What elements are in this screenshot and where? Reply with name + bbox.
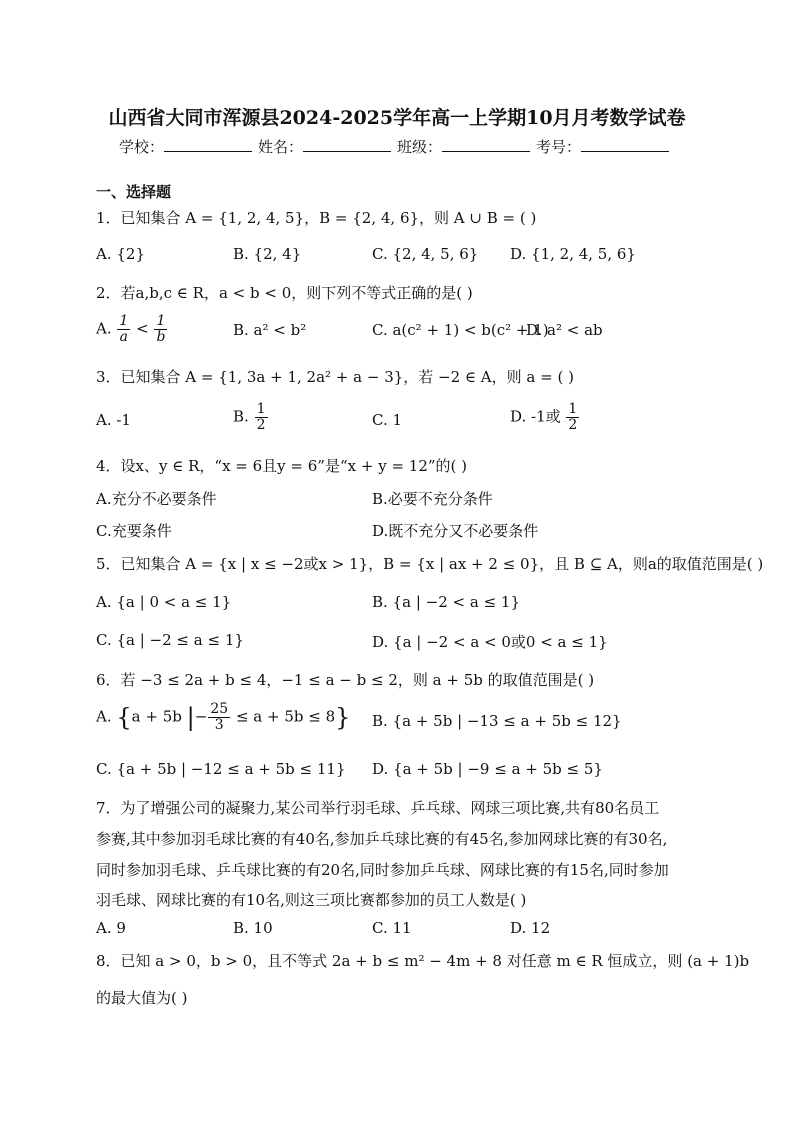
q6-option-d[interactable]: D. {a + 5b | −9 ≤ a + 5b ≤ 5}	[372, 760, 603, 778]
denominator: 3	[214, 717, 224, 733]
q5-option-d[interactable]: D. {a | −2 < a < 0或0 < a ≤ 1}	[372, 633, 608, 651]
q3-option-a[interactable]: A. -1	[96, 411, 131, 429]
q3-option-d-prefix: D. -1或	[510, 407, 561, 426]
q6-option-a-prefix: A.	[96, 707, 112, 726]
q7-line-1: 7．为了增强公司的凝聚力,某公司举行羽毛球、乒乓球、网球三项比赛,共有80名员工	[96, 799, 660, 817]
q3-fraction-d	[566, 402, 579, 433]
q2-option-c[interactable]: C. a(c² + 1) < b(c² + 1)	[372, 321, 549, 339]
q5-option-a[interactable]: A. {a | 0 < a ≤ 1}	[96, 593, 232, 611]
name-label: 姓名：	[257, 138, 303, 156]
q2-option-d[interactable]: D. a² < ab	[526, 321, 603, 339]
numerator: 1	[568, 401, 578, 417]
less-than: <	[136, 319, 149, 338]
q7-option-b[interactable]: B. 10	[233, 919, 273, 937]
school-blank[interactable]	[164, 139, 252, 152]
denominator: a	[119, 329, 129, 345]
q8-line-2: 的最大值为( )	[96, 989, 188, 1007]
q1-stem: 1．已知集合 A = {1, 2, 4, 5}，B = {2, 4, 6}，则 A ∪ B = ( )	[96, 209, 537, 227]
q6-fraction	[208, 702, 230, 733]
bar: |	[186, 703, 195, 732]
numerator: 1	[256, 401, 266, 417]
q1-option-b[interactable]: B. {2, 4}	[233, 245, 302, 263]
number-label: 考号：	[536, 138, 582, 156]
q5-stem: 5．已知集合 A = {x | x ≤ −2或x > 1}，B = {x | ax + 2 ≤ 0}，且 B ⊆ A，则a的取值范围是( )	[96, 555, 764, 573]
q2-fraction-1b	[154, 314, 167, 345]
class-label: 班级：	[397, 138, 443, 156]
number-blank[interactable]	[581, 139, 669, 152]
numerator: 25	[210, 701, 229, 717]
q1-option-c[interactable]: C. {2, 4, 5, 6}	[372, 245, 479, 263]
q1-option-d[interactable]: D. {1, 2, 4, 5, 6}	[510, 245, 636, 263]
q3-option-b[interactable]	[233, 402, 269, 433]
q7-option-d[interactable]: D. 12	[510, 919, 551, 937]
q2-stem: 2．若a,b,c ∈ R，a < b < 0，则下列不等式正确的是( )	[96, 284, 473, 302]
q2-option-b[interactable]: B. a² < b²	[233, 321, 307, 339]
q8-line-1: 8．已知 a > 0，b > 0，且不等式 2a + b ≤ m² − 4m + 8 对任意 m ∈ R 恒成立，则 (a + 1)b	[96, 952, 750, 970]
exam-title: 山西省大同市浑源县2024-2025学年高一上学期10月月考数学试卷	[108, 107, 686, 129]
q4-option-a[interactable]: A.充分不必要条件	[96, 490, 217, 508]
q6-stem: 6．若 −3 ≤ 2a + b ≤ 4，−1 ≤ a − b ≤ 2，则 a + 5b 的取值范围是( )	[96, 671, 595, 689]
q6-option-a-left: a + 5b	[131, 707, 182, 726]
name-blank[interactable]	[303, 139, 391, 152]
q4-stem: 4．设x、y ∈ R，“x = 6且y = 6”是“x + y = 12”的( )	[96, 457, 468, 475]
denominator: b	[156, 329, 166, 345]
school-label: 学校：	[118, 138, 164, 156]
left-brace: {	[116, 703, 132, 732]
numerator: 1	[156, 313, 166, 329]
section-heading: 一、选择题	[96, 183, 172, 201]
numerator: 1	[119, 313, 129, 329]
q6-option-c[interactable]: C. {a + 5b | −12 ≤ a + 5b ≤ 11}	[96, 760, 346, 778]
q5-option-c[interactable]: C. {a | −2 ≤ a ≤ 1}	[96, 631, 244, 649]
q7-line-3: 同时参加羽毛球、乒乓球比赛的有20名,同时参加乒乓球、网球比赛的有15名,同时参加	[96, 861, 669, 879]
denominator: 2	[568, 417, 578, 433]
q7-option-a[interactable]: A. 9	[96, 919, 126, 937]
q3-fraction-b	[255, 402, 268, 433]
q2-option-a[interactable]	[96, 314, 168, 345]
q7-option-c[interactable]: C. 11	[372, 919, 412, 937]
q3-option-c[interactable]: C. 1	[372, 411, 403, 429]
q5-option-b[interactable]: B. {a | −2 < a ≤ 1}	[372, 593, 520, 611]
q7-line-2: 参赛,其中参加羽毛球比赛的有40名,参加乒乓球比赛的有45名,参加网球比赛的有30名,	[96, 830, 668, 848]
q7-line-4: 羽毛球、网球比赛的有10名,则这三项比赛都参加的员工人数是( )	[96, 891, 527, 909]
q3-option-d[interactable]	[510, 402, 580, 433]
q6-option-b[interactable]: B. {a + 5b | −13 ≤ a + 5b ≤ 12}	[372, 712, 622, 730]
q2-fraction-1a	[117, 314, 130, 345]
q6-option-a-right: ≤ a + 5b ≤ 8	[235, 707, 336, 726]
q4-option-b[interactable]: B.必要不充分条件	[372, 490, 493, 508]
denominator: 2	[256, 417, 266, 433]
class-blank[interactable]	[442, 139, 530, 152]
q1-option-a[interactable]: A. {2}	[96, 245, 145, 263]
right-brace: }	[335, 703, 351, 732]
q2-option-a-prefix: A.	[96, 319, 112, 338]
q6-option-a[interactable]: A. {a + 5b |− $\frac{25}{3}$ ≤ a + 5b ≤ 8}	[96, 701, 351, 733]
q4-option-c[interactable]: C.充要条件	[96, 522, 172, 540]
q3-stem: 3．已知集合 A = {1, 3a + 1, 2a² + a − 3}，若 −2 ∈ A，则 a = ( )	[96, 368, 574, 386]
q4-option-d[interactable]: D.既不充分又不必要条件	[372, 522, 539, 540]
student-info-line	[0, 136, 794, 157]
q3-option-b-prefix: B.	[233, 407, 249, 426]
